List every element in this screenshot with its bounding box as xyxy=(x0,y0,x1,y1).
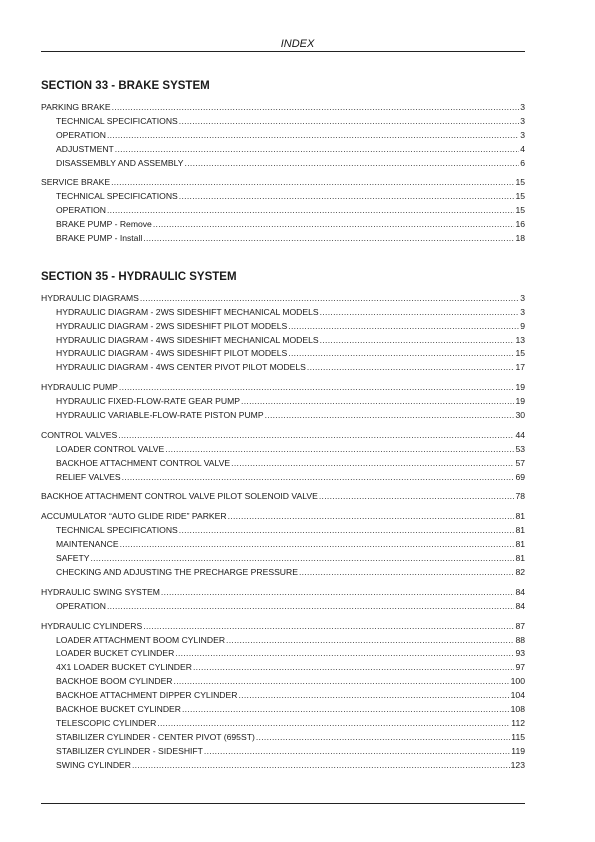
toc-subentry[interactable] xyxy=(41,232,525,246)
toc-entry[interactable] xyxy=(41,292,525,306)
toc-entry-label: STABILIZER CYLINDER - SIDESHIFT xyxy=(56,745,203,756)
toc-subentry[interactable] xyxy=(41,471,525,485)
dot-leader xyxy=(256,731,510,745)
toc-entry-label: CONTROL VALVES xyxy=(41,429,118,440)
toc-subentry[interactable] xyxy=(41,524,525,538)
toc-subentry[interactable] xyxy=(41,675,525,689)
dot-leader xyxy=(238,689,509,703)
toc-page-number: 13 xyxy=(515,334,525,345)
toc-entry-label: DISASSEMBLY AND ASSEMBLY xyxy=(56,157,184,168)
dot-leader xyxy=(120,538,515,552)
toc-entry-label: STABILIZER CYLINDER - CENTER PIVOT (695ST) xyxy=(56,731,255,742)
toc-entry-label: TECHNICAL SPECIFICATIONS xyxy=(56,525,178,536)
dot-leader xyxy=(288,347,514,361)
toc-page-number: 123 xyxy=(510,759,525,770)
dot-leader xyxy=(140,292,519,306)
toc-page-number: 44 xyxy=(515,429,525,440)
toc-page-number: 82 xyxy=(515,566,525,577)
dot-leader xyxy=(228,510,515,524)
dot-leader xyxy=(226,634,514,648)
toc-entry-label: PARKING BRAKE xyxy=(41,102,111,112)
toc-entry-label: HYDRAULIC DIAGRAM - 4WS SIDESHIFT MECHANICAL MODELS xyxy=(56,334,319,345)
toc-page-number: 19 xyxy=(515,396,525,407)
toc-entry[interactable] xyxy=(41,586,525,600)
toc-page-number: 17 xyxy=(515,362,525,373)
toc-entry-label: BACKHOE ATTACHMENT CONTROL VALVE PILOT SOLENOID VALVE xyxy=(41,491,318,502)
toc-entry-label: HYDRAULIC DIAGRAM - 2WS SIDESHIFT MECHANICAL MODELS xyxy=(56,306,319,317)
footer-divider xyxy=(41,803,525,804)
toc-subentry[interactable] xyxy=(41,689,525,703)
toc-page-number: 6 xyxy=(520,157,525,168)
toc-page-number: 84 xyxy=(515,586,525,597)
toc-page-number: 115 xyxy=(511,731,525,742)
toc-subentry[interactable] xyxy=(41,731,525,745)
toc-subentry[interactable] xyxy=(41,759,525,773)
toc-page-number: 93 xyxy=(515,648,525,659)
toc-subentry[interactable] xyxy=(41,566,525,580)
toc-page-number: 4 xyxy=(520,143,525,154)
dot-leader xyxy=(320,306,520,320)
toc-subentry[interactable] xyxy=(41,409,525,423)
toc-entry-label: HYDRAULIC PUMP xyxy=(41,382,118,393)
toc-entry-label: HYDRAULIC FIXED-FLOW-RATE GEAR PUMP xyxy=(56,396,240,407)
toc-entry[interactable] xyxy=(41,510,525,524)
toc-page-number: 3 xyxy=(520,292,525,303)
toc-page-number: 30 xyxy=(515,410,525,421)
toc-group xyxy=(41,176,525,245)
toc-page-number: 81 xyxy=(515,511,525,522)
toc-entry[interactable] xyxy=(41,101,525,115)
toc-entry-label: LOADER BUCKET CYLINDER xyxy=(56,648,175,659)
dot-leader xyxy=(107,129,519,143)
toc-subentry[interactable] xyxy=(41,395,525,409)
dot-leader xyxy=(143,620,514,634)
toc-page-number: 3 xyxy=(520,102,525,112)
toc-subentry[interactable] xyxy=(41,703,525,717)
dot-leader xyxy=(241,395,514,409)
toc-page-number: 16 xyxy=(515,219,525,230)
dot-leader xyxy=(175,647,514,661)
toc-entry-label: RELIEF VALVES xyxy=(56,471,121,482)
toc-page-number: 15 xyxy=(515,205,525,216)
toc-page-number: 15 xyxy=(515,348,525,359)
toc-page-number: 108 xyxy=(510,703,525,714)
toc-entry[interactable] xyxy=(41,429,525,443)
toc-page-number: 57 xyxy=(515,457,525,468)
toc-subentry[interactable] xyxy=(41,129,525,143)
toc-group xyxy=(41,490,525,504)
toc-page-number: 3 xyxy=(520,306,525,317)
toc-entry-label: CHECKING AND ADJUSTING THE PRECHARGE PRESSURE xyxy=(56,566,298,577)
toc-entry-label: MAINTENANCE xyxy=(56,539,119,550)
toc-entry-label: HYDRAULIC CYLINDERS xyxy=(41,620,143,631)
toc-subentry[interactable] xyxy=(41,334,525,348)
toc-subentry[interactable] xyxy=(41,115,525,129)
dot-leader xyxy=(122,471,515,485)
toc-page-number: 15 xyxy=(515,177,525,188)
dot-leader xyxy=(204,745,510,759)
dot-leader xyxy=(118,429,514,443)
toc-page-number: 81 xyxy=(515,539,525,550)
toc-entry-label: ACCUMULATOR “AUTO GLIDE RIDE” PARKER xyxy=(41,511,227,522)
toc-entry-label: HYDRAULIC DIAGRAM - 2WS SIDESHIFT PILOT MODELS xyxy=(56,320,288,331)
toc-group xyxy=(41,586,525,614)
page-title: INDEX xyxy=(280,38,315,50)
toc-subentry[interactable] xyxy=(41,745,525,759)
toc-page-number: 104 xyxy=(510,690,525,701)
toc-page-number: 112 xyxy=(511,717,525,728)
toc-subentry[interactable] xyxy=(41,190,525,204)
table-of-contents xyxy=(41,76,525,778)
dot-leader xyxy=(90,552,514,566)
dot-leader xyxy=(182,703,510,717)
toc-subentry[interactable] xyxy=(41,347,525,361)
toc-subentry[interactable] xyxy=(41,306,525,320)
toc-entry-label: BACKHOE BUCKET CYLINDER xyxy=(56,703,181,714)
toc-entry-label: HYDRAULIC VARIABLE-FLOW-RATE PISTON PUMP xyxy=(56,410,264,421)
toc-entry-label: HYDRAULIC DIAGRAMS xyxy=(41,292,139,303)
toc-entry-label: OPERATION xyxy=(56,205,106,216)
toc-page-number: 3 xyxy=(520,115,525,126)
toc-subentry[interactable] xyxy=(41,320,525,334)
toc-entry-label: BACKHOE BOOM CYLINDER xyxy=(56,676,173,687)
toc-entry-label: LOADER ATTACHMENT BOOM CYLINDER xyxy=(56,634,226,645)
dot-leader xyxy=(319,490,515,504)
dot-leader xyxy=(231,457,514,471)
toc-entry-label: TECHNICAL SPECIFICATIONS xyxy=(56,115,178,126)
dot-leader xyxy=(307,361,515,375)
toc-page-number: 15 xyxy=(515,191,525,202)
toc-page-number: 53 xyxy=(515,443,525,454)
toc-subentry[interactable] xyxy=(41,600,525,614)
section-heading: SECTION 35 - HYDRAULIC SYSTEM xyxy=(41,270,237,283)
toc-entry-label: HYDRAULIC SWING SYSTEM xyxy=(41,586,160,597)
toc-entry-label: BRAKE PUMP - Remove xyxy=(56,219,152,230)
dot-leader xyxy=(153,218,515,232)
dot-leader xyxy=(174,675,510,689)
toc-page-number: 9 xyxy=(520,320,525,331)
dot-leader xyxy=(157,717,510,731)
toc-group xyxy=(41,292,525,375)
toc-page-number: 87 xyxy=(515,620,525,631)
toc-entry-label: OPERATION xyxy=(56,129,106,140)
dot-leader xyxy=(111,176,514,190)
toc-group xyxy=(41,381,525,423)
dot-leader xyxy=(179,524,515,538)
toc-subentry[interactable] xyxy=(41,717,525,731)
toc-entry-label: TECHNICAL SPECIFICATIONS xyxy=(56,191,178,202)
dot-leader xyxy=(299,566,514,580)
toc-group xyxy=(41,429,525,485)
dot-leader xyxy=(179,190,515,204)
toc-subentry[interactable] xyxy=(41,361,525,375)
toc-entry-label: HYDRAULIC DIAGRAM - 4WS SIDESHIFT PILOT MODELS xyxy=(56,348,288,359)
dot-leader xyxy=(107,204,514,218)
toc-entry-label: BACKHOE ATTACHMENT CONTROL VALVE xyxy=(56,457,231,468)
toc-entry-label: SERVICE BRAKE xyxy=(41,177,111,188)
dot-leader xyxy=(179,115,519,129)
toc-subentry[interactable] xyxy=(41,552,525,566)
toc-entry-label: TELESCOPIC CYLINDER xyxy=(56,717,157,728)
toc-entry-label: SWING CYLINDER xyxy=(56,759,131,770)
toc-page-number: 84 xyxy=(515,600,525,611)
dot-leader xyxy=(115,143,519,157)
toc-page-number: 18 xyxy=(515,233,525,244)
dot-leader xyxy=(143,232,514,246)
toc-group xyxy=(41,620,525,773)
toc-entry[interactable] xyxy=(41,381,525,395)
toc-entry[interactable] xyxy=(41,620,525,634)
toc-subentry[interactable] xyxy=(41,143,525,157)
toc-page-number: 88 xyxy=(515,634,525,645)
toc-entry-label: HYDRAULIC DIAGRAM - 4WS CENTER PIVOT PILOT MODELS xyxy=(56,362,306,373)
toc-page-number: 81 xyxy=(515,525,525,536)
dot-leader xyxy=(107,600,514,614)
dot-leader xyxy=(161,586,515,600)
dot-leader xyxy=(320,334,515,348)
toc-subentry[interactable] xyxy=(41,457,525,471)
dot-leader xyxy=(112,101,520,115)
toc-subentry[interactable] xyxy=(41,647,525,661)
dot-leader xyxy=(132,759,510,773)
toc-entry-label: LOADER CONTROL VALVE xyxy=(56,443,165,454)
toc-entry-label: OPERATION xyxy=(56,600,106,611)
toc-subentry[interactable] xyxy=(41,661,525,675)
toc-subentry[interactable] xyxy=(41,634,525,648)
toc-entry[interactable] xyxy=(41,176,525,190)
toc-page-number: 119 xyxy=(511,745,525,756)
toc-page-number: 97 xyxy=(515,662,525,673)
toc-page-number: 78 xyxy=(515,491,525,502)
toc-entry-label: ADJUSTMENT xyxy=(56,143,114,154)
toc-entry-label: BACKHOE ATTACHMENT DIPPER CYLINDER xyxy=(56,690,238,701)
toc-page-number: 81 xyxy=(515,553,525,564)
toc-subentry[interactable] xyxy=(41,538,525,552)
toc-page-number: 100 xyxy=(510,676,525,687)
dot-leader xyxy=(165,443,514,457)
toc-page-number: 69 xyxy=(515,471,525,482)
dot-leader xyxy=(265,409,515,423)
toc-entry[interactable] xyxy=(41,490,525,504)
dot-leader xyxy=(193,661,514,675)
dot-leader xyxy=(119,381,515,395)
toc-group xyxy=(41,101,525,170)
toc-entry-label: 4X1 LOADER BUCKET CYLINDER xyxy=(56,662,192,673)
section-spacer xyxy=(41,252,525,267)
header-divider xyxy=(41,51,525,52)
toc-entry-label: BRAKE PUMP - Install xyxy=(56,233,143,244)
toc-subentry[interactable] xyxy=(41,204,525,218)
dot-leader xyxy=(288,320,519,334)
toc-entry-label: SAFETY xyxy=(56,553,90,564)
dot-leader xyxy=(185,157,520,171)
toc-page-number: 19 xyxy=(515,382,525,393)
toc-page-number: 3 xyxy=(520,129,525,140)
toc-subentry[interactable] xyxy=(41,443,525,457)
section-heading: SECTION 33 - BRAKE SYSTEM xyxy=(41,80,210,92)
toc-group xyxy=(41,510,525,579)
toc-subentry[interactable] xyxy=(41,218,525,232)
toc-subentry[interactable] xyxy=(41,157,525,171)
